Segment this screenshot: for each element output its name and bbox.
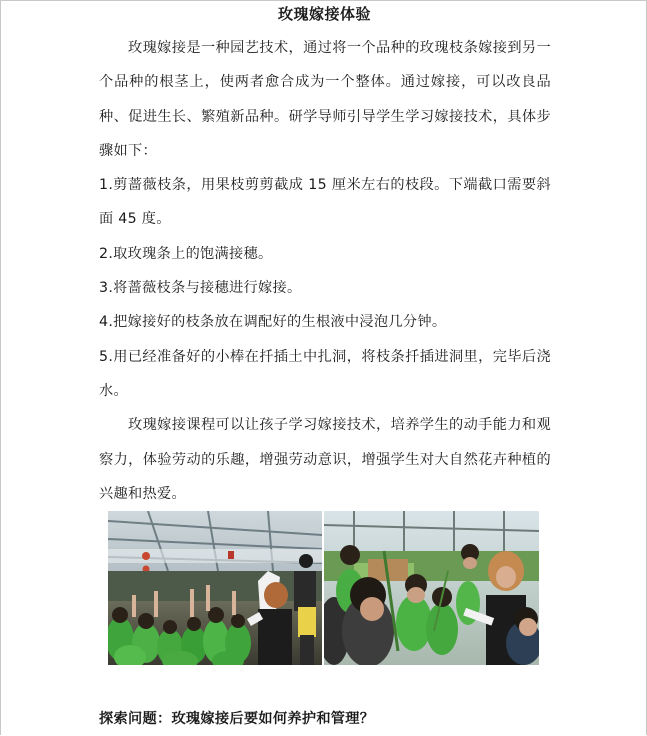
- body-text: [99, 31, 551, 511]
- step-5: 5.用已经准备好的小棒在扦插土中扎洞，将枝条扦插进洞里，完毕后浇水。: [99, 348, 551, 399]
- intro-paragraph: 玫瑰嫁接是一种园艺技术，通过将一个品种的玫瑰枝条嫁接到另一个品种的根茎上，使两者愈合成为一个整体。通过嫁接，可以改良品种、促进生长、繁殖新品种。研学导师引导学生学习嫁接技术，具体步骤如下：: [99, 40, 551, 159]
- page-title: 玫瑰嫁接体验: [277, 5, 371, 23]
- exploration-question: 探索问题：玫瑰嫁接后要如何养护和管理？: [99, 711, 375, 727]
- step-2: 2.取玫瑰条上的饱满接穗。: [99, 245, 273, 262]
- step-1: 1.剪蔷薇枝条，用果枝剪剪截成 15 厘米左右的枝段。下端截口需要斜面 45 度。: [99, 177, 551, 228]
- step-3: 3.将蔷薇枝条与接穗进行嫁接。: [99, 280, 302, 297]
- photo-row: [108, 511, 539, 665]
- grafting-practice-photo: [324, 511, 539, 665]
- step-4: 4.把嫁接好的枝条放在调配好的生根液中浸泡几分钟。: [99, 314, 447, 331]
- greenhouse-class-photo: [108, 511, 322, 665]
- conclusion-paragraph: 玫瑰嫁接课程可以让孩子学习嫁接技术，培养学生的动手能力和观察力，体验劳动的乐趣，增强劳动意识，增强学生对大自然花卉种植的兴趣和热爱。: [99, 417, 551, 502]
